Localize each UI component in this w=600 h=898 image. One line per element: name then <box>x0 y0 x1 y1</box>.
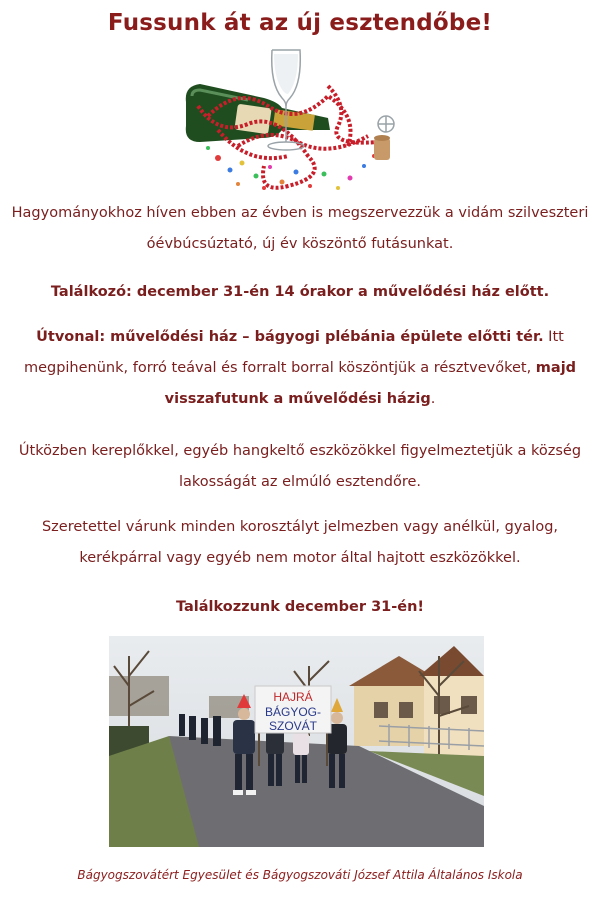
meeting-paragraph <box>0 277 600 308</box>
banner-line-2: BÁGYOG- <box>264 705 322 719</box>
champagne-party-illustration <box>178 46 418 198</box>
champagne-bottle <box>186 84 330 142</box>
page-title: Fussunk át az új esztendőbe! <box>107 10 493 36</box>
banner-line-1: HAJRÁ <box>273 690 313 704</box>
runners-photo <box>109 636 484 847</box>
noise-paragraph: Útközben kereplőkkel, egyéb hangkeltő eszközökkel figyelmeztetjük a község lakosságát az elmúló esztendőre. <box>18 443 582 490</box>
closing-text: Találkozzunk december 31-én! <box>175 599 425 615</box>
welcome-paragraph: Szeretettel várunk minden korosztályt jelmezben vagy anélkül, gyalog, kerékpárral vagy egyéb nem motor által hajtott eszközökkel. <box>41 519 559 566</box>
closing-paragraph <box>0 592 600 623</box>
footer-organizers: Bágyogszovátért Egyesület és Bágyogszováti József Attila Általános Iskola <box>77 868 523 882</box>
route-normal: Itt megpihenünk, forró teával és forralt borral köszöntjük a résztvevőket, <box>23 329 564 376</box>
route-paragraph <box>0 322 600 415</box>
wire-cage <box>378 116 394 132</box>
route-bold: Útvonal: művelődési ház – bágyogi plébánia épülete előtti tér. <box>36 329 544 345</box>
meeting-text: Találkozó: december 31-én 14 órakor a művelődési ház előtt. <box>50 284 550 300</box>
route-end: . <box>430 391 436 407</box>
route-bold-2: majd visszafutunk a művelődési házig <box>164 360 577 407</box>
cork <box>374 135 390 160</box>
banner-line-3: SZOVÁT <box>268 719 318 733</box>
intro-paragraph: Hagyományokhoz híven ebben az évben is megszervezzük a vidám szilveszteri óévbúcsúztató, új év köszöntő futásunkat. <box>11 205 589 252</box>
